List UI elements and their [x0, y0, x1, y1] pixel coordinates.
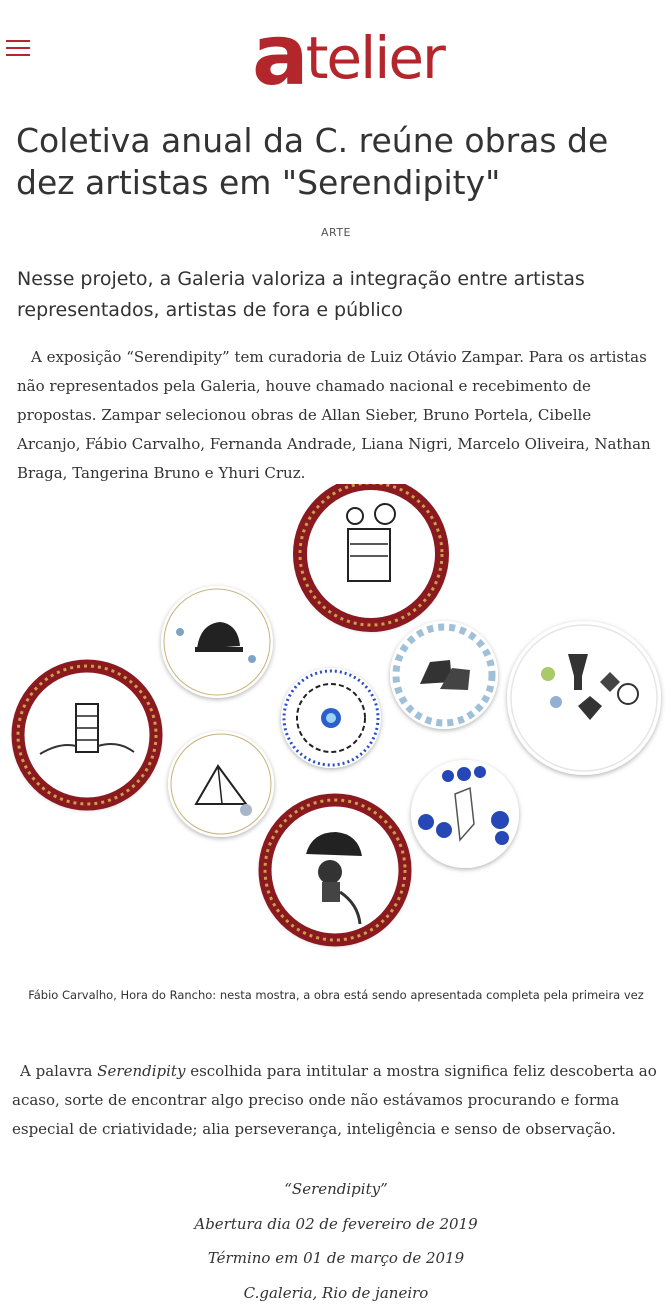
exhibition-title: “Serendipity”: [284, 1180, 388, 1198]
plates-illustration: [0, 484, 672, 954]
article-image-plates: [0, 484, 672, 954]
plate-boots: [390, 621, 498, 729]
plate-medals: [507, 621, 661, 775]
exhibition-opening: Abertura dia 02 de fevereiro de 2019: [194, 1214, 478, 1233]
image-caption: Fábio Carvalho, Hora do Rancho: nesta mostra, a obra está sendo apresentada completa pela primeira vez: [28, 988, 644, 1002]
paragraph-2-emphasis: Serendipity: [97, 1062, 186, 1080]
plate-robot: [296, 484, 446, 629]
article-title: Coletiva anual da C. reúne obras de dez artistas em "Serendipity": [16, 121, 609, 202]
hamburger-menu-icon[interactable]: [6, 40, 30, 58]
logo-text: telier: [305, 24, 444, 92]
paragraph-2-text-a: A palavra: [20, 1062, 98, 1080]
exhibition-closing: Término em 01 de março de 2019: [207, 1249, 465, 1267]
plate-tent: [168, 731, 274, 837]
plate-gas-mask: [261, 796, 409, 944]
plate-building: [14, 662, 160, 808]
logo-initial: a: [252, 6, 306, 104]
article-subtitle: Nesse projeto, a Galeria valoriza a integração entre artistas representados, artistas de fora e público: [17, 268, 585, 321]
paragraph-1-text: A exposição “Serendipity” tem curadoria de Luiz Otávio Zampar. Para os artistas não representados pela Galeria, houve chamado nacional e recebimento de propostas. Zampar selecionou obras de Allan Sieber, Bruno Portela, Cibelle Arcanjo, Fábio Carvalho, Fernanda Andrade, Liana Nigri, Marcelo Oliveira, Nathan Braga, Tangerina Bruno e Yhuri Cruz.: [17, 348, 651, 482]
plate-blue-flowers: [411, 760, 519, 868]
exhibition-venue: C.galeria, Rio de janeiro: [243, 1283, 429, 1302]
exhibition-details: [0, 1172, 672, 1310]
article-paragraph-2: [12, 1057, 660, 1144]
site-logo[interactable]: [252, 0, 444, 104]
site-header: [0, 0, 672, 104]
plate-barbed-wire: [281, 668, 381, 768]
plate-helmet: [161, 586, 273, 698]
paragraph-2-text-b: escolhida para intitular a mostra significa feliz descoberta ao acaso, sorte de encontrar algo preciso onde não estávamos procurando e forma especial de criatividade; alia perseverança, inteligência e senso de observação.: [12, 1062, 657, 1138]
article-category[interactable]: ARTE: [320, 226, 352, 239]
article-paragraph-1: [17, 343, 657, 488]
